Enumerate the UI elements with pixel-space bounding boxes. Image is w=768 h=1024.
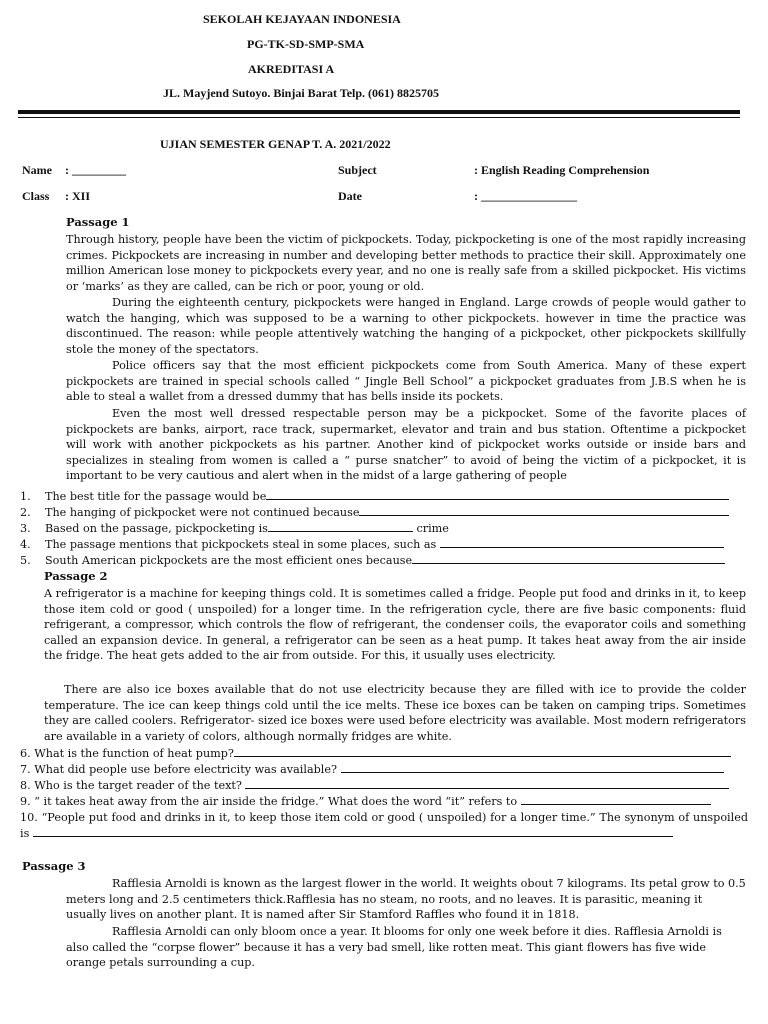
accreditation: AKREDITASI A [248,62,335,76]
passage2-paragraph: There are also ice boxes available that do not use electricity because they are filled with ice to provide the colder temperature. The ice can keep things cold until the ice melts. These ice boxes can be taken on camping trips. Sometimes they are called coolers. Refrigerator- sized ice boxes were used before electricity was available. Most modern refrigerators are available in a variety of colors, although normally fridges are white. [44,683,746,743]
class-label: Class [22,189,50,203]
answer-blank[interactable] [33,836,673,837]
passage2-paragraph: A refrigerator is a machine for keeping things cold. It is sometimes called a fridge. People put food and drinks in it, to keep those item cold or good ( unspoiled) for a longer time. In the refrigeration cycle, there are five basic components: fluid refrigerant, a compressor, which controls the flow of refrigerant, the condenser coils, the evaporator coils and something called an expansion device. In general, a refrigerator can be seen as a heat pump. It takes heat away from the air inside the fridge. The heat gets added to the air from outside. For this, it usually uses electricity. [44,587,746,663]
school-name: SEKOLAH KEJAYAAN INDONESIA [203,12,401,26]
question-number: 6. [20,747,31,760]
passage1-paragraph: During the eighteenth century, pickpockets were hanged in England. Large crowds of people would gather to watch the hanging, which was supposed to be a warning to other pickpockets. however in time the practice was discontinued. The reason: while people attentively watching the hanging of a pickpocket, other pickpockets skillfully stole the money of the spectators. [66,296,746,356]
question-text: The best title for the passage would be [45,490,267,503]
passage1-title: Passage 1 [66,215,130,229]
class-value: : XII [65,189,91,203]
answer-blank[interactable] [359,515,729,516]
passage1-paragraph: Police officers say that the most efficient pickpockets come from South America. Many of these expert pickpockets are trained in special schools called “ Jingle Bell School” a pickpocket graduates from J.B.S when he is able to steal a wallet from a dressed dummy that has bells inside its pockets. [66,359,746,404]
answer-blank[interactable] [412,563,725,564]
question-text: “ it takes heat away from the air inside the fridge.” What does the word “it” refers to [34,795,518,808]
date-label: Date [338,189,362,203]
question-5 [20,553,748,569]
question-3 [20,521,748,537]
answer-blank[interactable] [521,804,711,805]
question-number: 10. [20,811,38,824]
question-1 [20,489,748,505]
question-4 [20,537,748,553]
answer-blank[interactable] [268,531,413,532]
passage3-paragraph: Rafflesia Arnoldi is known as the largest flower in the world. It weights obout 7 kilograms. Its petal grow to 0.5 meters long and 2.5 centimeters thick.Rafflesia has no steam, no roots, and no leaves. It is parasitic, meaning it usually lives on another plant. It is named after Sir Stamford Raffles who found it in 1818. [66,877,746,922]
exam-title: UJIAN SEMESTER GENAP T. A. 2021/2022 [160,137,391,151]
question-9 [20,794,748,810]
header-rule-thin [18,117,740,118]
question-text: The hanging of pickpocket were not continued because [45,506,360,519]
question-text: What is the function of heat pump? [34,747,234,760]
answer-blank[interactable] [266,499,729,500]
question-7 [20,762,748,778]
question-text: “People put food and drinks in it, to keep those item cold or good ( unspoiled) for a longer time.” The synonym of unspoiled is [20,811,748,840]
question-text: South American pickpockets are the most efficient ones because [45,554,413,567]
name-value: : _________ [65,163,126,177]
subject-value: : English Reading Comprehension [474,163,650,177]
answer-blank[interactable] [234,756,731,757]
question-2 [20,505,748,521]
question-6 [20,746,748,762]
question-text: Based on the passage, pickpocketing is [45,522,268,535]
answer-blank[interactable] [440,547,724,548]
school-levels: PG-TK-SD-SMP-SMA [247,37,365,51]
question-number: 5. [20,554,31,567]
question-number: 3. [20,522,31,535]
question-10 [20,810,748,841]
passage3-paragraph: Rafflesia Arnoldi can only bloom once a year. It blooms for only one week before it dies. Rafflesia Arnoldi is also called the “corpse flower” because it has a very bad smell, like rotten meat. This giant flowers has five wide orange petals surrounding a cup. [66,925,722,970]
answer-blank[interactable] [341,772,724,773]
question-number: 8. [20,779,31,792]
name-label: Name [22,163,52,177]
question-text: Who is the target reader of the text? [34,779,242,792]
passage1-paragraph: Through history, people have been the victim of pickpockets. Today, pickpocketing is one of the most rapidly increasing crimes. Pickpockets are increasing in number and developing better methods to practice their skill. Approximately one million American lose money to pickpockets every year, and no one is really safe from a skilled pickpocket. His victims or ‘marks’ as they are called, can be rich or poor, young or old. [66,233,746,293]
question-8 [20,778,748,794]
question-number: 9. [20,795,31,808]
question-suffix: crime [416,522,449,535]
question-text: The passage mentions that pickpockets steal in some places, such as [45,538,437,551]
header-rule-thick [18,110,740,114]
subject-label: Subject [338,163,377,177]
question-number: 7. [20,763,31,776]
question-number: 2. [20,506,31,519]
answer-blank[interactable] [245,788,729,789]
passage1-paragraph: Even the most well dressed respectable person may be a pickpocket. Some of the favorite places of pickpockets are banks, airport, race track, supermarket, elevator and train and bus station. Oftentime a pickpocket will work with another pickpockets as his partner. Another kind of pickpocket works outside or inside bars and specializes in stealing from women is called a “ purse snatcher” to avoid of being the victim of a pickpocket, it is important to be very cautious and alert when in the midst of a large gathering of people [66,407,746,483]
school-address: JL. Mayjend Sutoyo. Binjai Barat Telp. (061) 8825705 [163,86,440,100]
date-value: : ________________ [474,189,577,203]
question-text: What did people use before electricity was available? [34,763,337,776]
passage2-title: Passage 2 [44,569,108,583]
question-number: 1. [20,490,31,503]
question-number: 4. [20,538,31,551]
passage3-title: Passage 3 [22,859,86,873]
